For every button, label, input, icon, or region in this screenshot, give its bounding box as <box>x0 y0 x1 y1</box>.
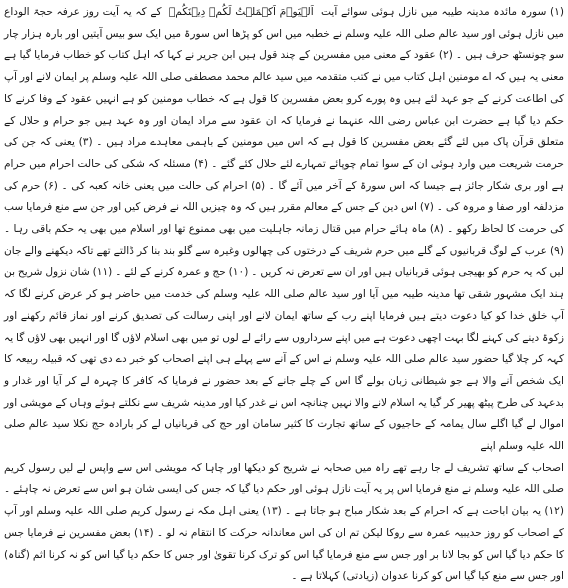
commentary-section-1 <box>4 2 564 458</box>
commentary-text-continued: اصحاب کے ساتھ تشریف لے جا رہے تھے راہ میں صحابہ نے شریح کو دیکھا اور چاہا کہ مویشی اس سے واپس لے لیں رسول کریم صلی اللہ علیہ وسلم نے منع فرمایا اس پر یہ آیت نازل ہوئی اور حکم دیا گیا کہ جس کی ایسی شان ہو اس سے تعرض نہ چاہئے ۔ (۱۲) یہ بیان اباحت ہے کہ احرام کے بعد شکار مباح ہو جاتا ہے ۔ (۱۳) یعنی اہل مکہ نے رسول کریم صلی اللہ علیہ وسلم اور آپ کے اصحاب کو روز حدیبیہ عمرہ سے روکا لیکن تم ان کی اس معاندانہ حرکت کا انتقام نہ لو ۔ (۱۴) بعض مفسرین نے فرمایا جس کا حکم دیا گیا اس کو بجا لانا بر اور جس سے منع فرمایا گیا اس کو ترک کرنا تقویٰ اور جس کا حکم دیا گیا اس کو نہ کرنا اثم (گناہ) اور جس سے منع کیا گیا اس کو کرنا عدوان (زیادتی) کہلاتا ہے ۔ <box>4 461 564 583</box>
commentary-text-part-b: کے کہ یہ آیت روز عرفہ حجۃ الوداع میں نازل ہوئی اور سید عالم صلی اللہ علیہ وسلم نے خطبہ میں اس کو پڑھا اس سورۃ میں ایک سو بیس آیتیں اور بارہ ہزار چار سو چونسٹھ حرف ہیں ۔ (۲) عقود کے معنی میں مفسرین کے چند قول ہیں ابن جریر نے کہا کہ اہل کتاب کو خطاب فرمایا گیا ہے معنی یہ ہیں کہ اے مومنین اہل کتاب میں نے کتب متقدمہ میں سید عالم محمد مصطفی صلی اللہ علیہ وسلم پر ایمان لانے اور آپ کی اطاعت کرنے کے جو عہد لئے ہیں وہ پورے کرو بعض مفسرین کا قول ہے کہ خطاب مومنین کو ہے انہیں عقود کے وفا کرنے کا حکم دیا گیا ہے حضرت ابن عباس رضی اللہ عنہما نے فرمایا کہ ان عقود سے مراد ایمان اور وہ عہد ہیں جو حرام و حلال کے متعلق قرآن پاک میں لئے گئے بعض مفسرین کا قول ہے کہ اس میں مومنین کے باہمی معاہدے مراد ہیں ۔ (۳) یعنی کہ جن کی حرمت شریعت میں وارد ہوئی ان کے سوا تمام چوپائے تمہارے لئے حلال کئے گئے ۔ (۴) مسئلہ کہ شکی کی حالت احرام میں حرام ہے اور بری شکار جائز ہے جیسا کہ اس سورۃ کے آخر میں آئے گا ۔ (۵) احرام کی حالت میں یعنی خانہ کعبہ کی ۔ (۶) حرم کی مزدلفہ اور صفا و مروہ کی ۔ (۷) اس دین کے جس کے معالم مقرر ہیں کہ وہ چیزیں اللہ نے فرض کیں اور جن سے منع فرمایا سب کی حرمت کا لحاظ رکھو ۔ (۸) ماہ ہائے حرام میں قتال زمانہ جاہلیت میں بھی ممنوع تھا اور اسلام میں بھی یہ حکم باقی رہا ۔ (۹) عرب کے لوگ قربانیوں کے گلے میں حرم شریف کے درختوں کی چھالوں وغیرہ سے گلو بند بنا کر ڈالتے تھے تاکہ دیکھنے والے جان لیں کہ یہ حرم کو بھیجی ہوئی قربانیاں ہیں اور ان سے تعرض نہ کریں ۔ (۱۰) حج و عمرہ کرنے کے لئے ۔ (۱۱) شان نزول شریح بن ہند ایک مشہور شقی تھا مدینہ طیبہ میں آیا اور سید عالم صلی اللہ علیہ وسلم کی خدمت میں حاضر ہو کر عرض کرنے لگا کہ آپ خلق خدا کو کیا دعوت دیتے ہیں فرمایا اپنے رب کے ساتھ ایمان لانے اور اپنی رسالت کی تصدیق کرنے اور نماز قائم رکھنے اور زکوۃ دینے کی کہنے لگا بہت اچھی دعوت ہے میں اپنے سرداروں سے رائے لے لوں تو میں بھی اسلام لاؤں گا اور انہیں بھی لاؤں گا یہ کہہ کر چلا گیا حضور سید عالم صلی اللہ علیہ وسلم نے اس کے آنے سے پہلے ہی اپنے اصحاب کو خبر دے دی تھی کہ قبیلہ ربیعہ کا ایک شخص آنے والا ہے جو شیطانی زبان بولے گا اس کے چلے جانے کے بعد حضور نے فرمایا کہ کافر کا چہرہ لے کر آیا اور غدار و بدعہد کی طرح پیٹھ پھیر کر گیا یہ اسلام لانے والا نہیں چنانچہ اس نے غدر کیا اور مدینہ شریف سے نکلتے ہوئے وہاں کے مویشی اور اموال لے گیا اگلے سال یمامہ کے حاجیوں کے ساتھ تجارت کا کثیر سامان اور حج کی قربانیاں لے کر بارادہ حج نکلا سید عالم صلی اللہ علیہ وسلم اپنے <box>4 6 564 453</box>
commentary-page <box>4 2 564 583</box>
commentary-text-part-a: (۱) سورہ مائدہ مدینہ طیبہ میں نازل ہوئی سوائے آیت <box>321 6 564 18</box>
quranic-verse: اَلۡیَوۡمَ اَکۡمَلۡتُ لَکُمۡ دِیۡنَکُمۡ <box>168 6 314 18</box>
commentary-section-2 <box>4 458 564 588</box>
